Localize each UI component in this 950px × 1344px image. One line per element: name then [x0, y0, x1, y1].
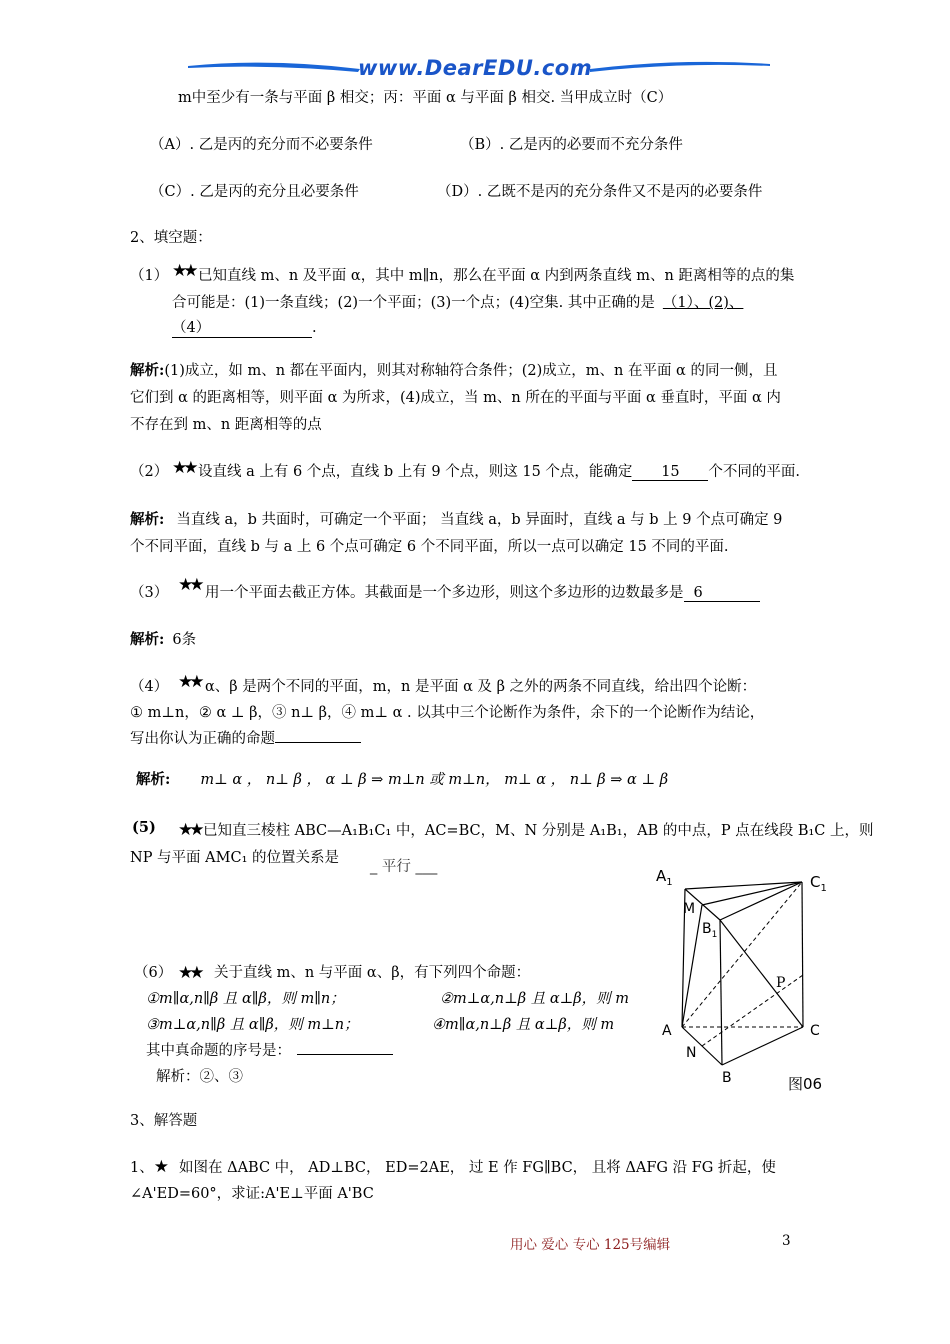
analysis-1-line3: 不存在到 m、n 距离相等的点: [130, 417, 322, 433]
edge-b1-c1: [720, 882, 802, 920]
problem-6-question-text: 其中真命题的序号是：: [146, 1043, 291, 1059]
segment-b1-c: [720, 920, 803, 1027]
segment-a-c1-hidden: [682, 882, 802, 1027]
problem-3-text: [205, 581, 760, 602]
problem-6-question: [146, 1039, 393, 1060]
edge-b-c: [722, 1027, 803, 1065]
difficulty-stars: ★★: [178, 575, 201, 595]
problem-3-answer: 6: [684, 585, 760, 602]
analysis-label: 解析:: [136, 771, 171, 788]
problem-1-line3: [172, 316, 317, 338]
solution-1-number: 1、: [130, 1160, 154, 1176]
problem-6-number: （6）: [134, 965, 173, 981]
analysis-2-text1: 当直线 a，b 共面时，可确定一个平面； 当直线 a，b 异面时，直线 a 与 b 上 9 个点可确定 9: [176, 512, 783, 528]
problem-3-text-body: 用一个平面去截正方体。其截面是一个多边形，则这个多边形的边数最多是: [205, 585, 684, 601]
problem-2-text-a: 设直线 a 上有 6 个点，直线 b 上有 9 个点，则这 15 个点，能确定: [198, 464, 633, 480]
segment-a-m: [682, 905, 702, 1027]
analysis-1-line1: [130, 359, 777, 380]
header-banner: [180, 52, 780, 82]
problem-5-line1: 已知直三棱柱 ABC—A₁B₁C₁ 中，AC=BC，M、N 分别是 A₁B₁，AB 的中点，P 点在线段 B₁C 上，则: [203, 823, 874, 839]
label-m: M: [683, 901, 696, 917]
segment-n-p-hidden: [702, 975, 803, 1046]
analysis-2-line1: [130, 508, 782, 529]
problem-4-line3-text: 写出你认为正确的命题: [130, 731, 275, 747]
prism-figure: [650, 865, 840, 1095]
section-title-fill-blank: 2、填空题：: [130, 230, 212, 246]
footer-motto: 用心 爱心 专心 125号编辑: [510, 1237, 671, 1253]
difficulty-star: ★: [153, 1157, 169, 1177]
page-number: 3: [782, 1233, 791, 1249]
problem-1-line1: 已知直线 m、n 及平面 α，其中 m∥n，那么在平面 α 内到两条直线 m、n 距离相等的点的集: [198, 268, 795, 284]
problem-6-claim-1: ①m∥α,n∥β 且 α∥β，则 m∥n；: [146, 991, 345, 1007]
answer-blank: [275, 742, 361, 743]
analysis-4: [136, 768, 668, 789]
problem-4-line2: ① m⊥n，② α ⊥ β，③ n⊥ β，④ m⊥ α . 以其中三个论断作为条件，余下的一个论断作为结论，: [130, 705, 765, 721]
problem-2-text: [198, 460, 800, 481]
analysis-label: 解析:: [130, 511, 165, 528]
analysis-6: 解析：②、③: [156, 1069, 243, 1085]
solution-1-text1: 如图在 ΔABC 中， AD⊥BC， ED=2AE， 过 E 作 FG∥BC， 且将 ΔAFG 沿 FG 折起，使: [178, 1160, 776, 1176]
problem-4-line1: α、β 是两个不同的平面，m，n 是平面 α 及 β 之外的两条不同直线，给出四个论断：: [205, 679, 757, 695]
difficulty-stars: ★★: [178, 963, 201, 983]
problem-2-number: （2）: [130, 464, 169, 480]
option-b: （B）. 乙是丙的必要而不充分条件: [460, 137, 683, 153]
label-n: N: [686, 1045, 697, 1061]
q1-continuation: m中至少有一条与平面 β 相交；丙：平面 α 与平面 β 相交. 当甲成立时（C）: [178, 90, 673, 106]
difficulty-stars: ★★: [172, 261, 195, 281]
problem-2-answer: 15: [632, 464, 708, 481]
problem-1-answer-b: （4）: [172, 316, 312, 338]
label-p: P: [776, 975, 786, 991]
analysis-4-text: m⊥ α ， n⊥ β ， α ⊥ β ⇒ m⊥n 或 m⊥n， m⊥ α ， n⊥ β ⇒ α ⊥ β: [200, 772, 669, 788]
problem-6-claim-4: ④m∥α,n⊥β 且 α⊥β，则 m: [432, 1017, 615, 1033]
problem-1-number: （1）: [130, 268, 169, 284]
difficulty-stars: ★★: [178, 820, 201, 840]
problem-6-line1: 关于直线 m、n 与平面 α、β，有下列四个命题：: [214, 965, 531, 981]
difficulty-stars: ★★: [178, 672, 201, 692]
problem-5-line2: NP 与平面 AMC₁ 的位置关系是: [130, 850, 339, 866]
difficulty-stars: ★★: [172, 458, 195, 478]
label-c1: $C_1$: [810, 873, 827, 894]
problem-4-number: （4）: [130, 679, 169, 695]
analysis-3-text: 6条: [172, 632, 197, 648]
label-a1: $A_1$: [656, 867, 673, 888]
problem-2-text-b: 个不同的平面.: [708, 464, 801, 480]
option-a: （A）. 乙是丙的充分而不必要条件: [150, 137, 373, 153]
analysis-2-line2: 个不同平面，直线 b 与 a 上 6 个点可确定 6 个不同平面，所以一点可以确定 15 不同的平面.: [130, 539, 729, 555]
option-c: （C）. 乙是丙的充分且必要条件: [150, 184, 359, 200]
solution-1-line2: ∠A'ED=60°，求证:A'E⊥平面 A'BC: [130, 1186, 374, 1202]
period: .: [312, 320, 317, 336]
label-b: B: [722, 1070, 732, 1086]
problem-1-line2-text: 合可能是：(1)一条直线；(2)一个平面；(3)一个点；(4)空集. 其中正确的是: [172, 295, 655, 311]
label-c: C: [810, 1023, 820, 1039]
label-a: A: [662, 1023, 672, 1039]
analysis-1-text1: (1)成立，如 m、n 都在平面内，则其对称轴符合条件；(2)成立，m、n 在平面 α 的同一侧，且: [164, 363, 778, 379]
edge-b1-b: [720, 920, 722, 1065]
analysis-3: [130, 628, 196, 649]
analysis-label: 解析:: [130, 631, 165, 648]
section-title-solution: 3、解答题: [130, 1113, 198, 1129]
analysis-1-line2: 它们到 α 的距离相等，则平面 α 为所求，(4)成立，当 m、n 所在的平面与平面 α 垂直时，平面 α 内: [130, 390, 781, 406]
label-b1: $B_1$: [702, 921, 718, 940]
option-d: （D）. 乙既不是丙的充分条件又不是丙的必要条件: [437, 184, 763, 200]
problem-6-claim-3: ③m⊥α,n∥β 且 α∥β，则 m⊥n；: [146, 1017, 359, 1033]
problem-5-number: (5): [132, 819, 156, 836]
solution-1-line1: [130, 1156, 776, 1177]
analysis-label: 解析:: [130, 362, 165, 379]
problem-6-claim-2: ②m⊥α,n⊥β 且 α⊥β，则 m: [440, 991, 630, 1007]
figure-caption: 图06: [788, 1075, 823, 1093]
problem-1-answer-a: （1）、(2)、: [662, 295, 744, 311]
answer-blank: [297, 1054, 393, 1055]
problem-1-line2: [172, 291, 743, 312]
problem-3-number: （3）: [130, 585, 169, 601]
edge-c1-c: [802, 882, 803, 1027]
problem-5-answer: _ 平行 ___: [370, 859, 438, 875]
triangular-prism-diagram: [650, 865, 840, 1095]
site-logo[interactable]: www.DearEDU.com: [358, 56, 593, 80]
problem-4-line3: [130, 727, 361, 748]
